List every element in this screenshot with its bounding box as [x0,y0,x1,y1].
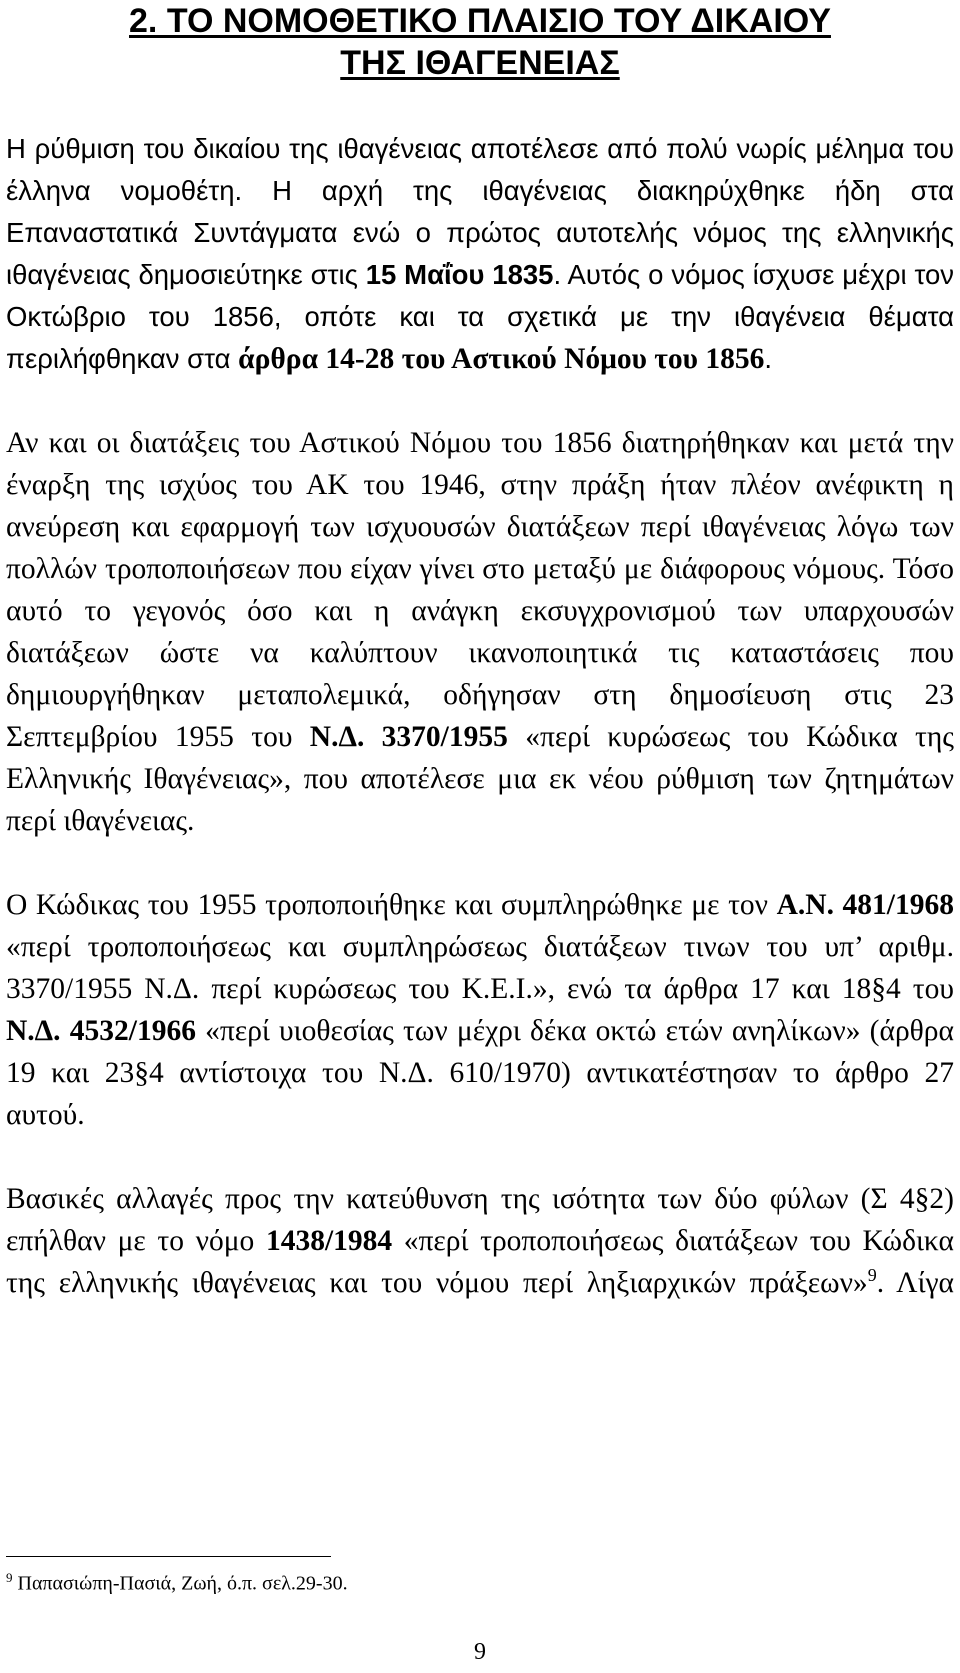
p3-text-c: «περί τροποποιήσεως και συμπληρώσεως διατάξεων τινων του υπ’ αριθμ. 3370/1955 Ν.Δ. περί κυρώσεως του Κ.Ε.Ι.», ενώ τα άρθρα 17 και 18§4 του [6,931,954,1005]
p4-text-c: «περί τροποποιήσεως διατάξεων του Κώδικα της ελληνικής ιθαγένειας και του νόμου περί ληξιαρχικών πράξεων» [6,1225,954,1299]
p1-bold-date: 15 Μαΐου 1835 [365,259,554,290]
p1-text-d: . [764,343,772,374]
heading-line-1: 2. ΤΟ ΝΟΜΟΘΕΤΙΚΟ ΠΛΑΙΣΙΟ ΤΟΥ ΔΙΚΑΙΟΥ [129,2,831,40]
p2-text-a: Αν και οι διατάξεις του Αστικού Νόμου του 1856 διατηρήθηκαν και μετά την έναρξη της ισχύος του ΑΚ του 1946, στην πράξη ήταν πλέον ανέφικτη η ανεύρεση και εφαρμογή των ισχυουσών διατάξεων περί ιθαγένειας λόγω των πολλών τροποποιήσεων που είχαν γίνει στο μεταξύ με διάφορους νόμους. Τόσο αυτό το γεγονός όσο και η ανάγκη εκσυγχρονισμού των υπαρχουσών διατάξεων ώστε να καλύπτουν ικανοποιητικά τις καταστάσεις που δημιουργήθηκαν μεταπολεμικά, οδήγησαν στη δημοσίευση στις 23 Σεπτεμβρίου 1955 του [6,427,954,753]
p4-text-d: . Λίγα [876,1267,954,1299]
paragraph-2 [6,422,954,842]
p3-bold-decree: Ν.Δ. 4532/1966 [6,1015,196,1047]
p1-bold-articles: άρθρα 14-28 του Αστικού Νόμου του 1856 [238,343,765,375]
page-number: 9 [474,1639,486,1665]
p4-text-a: Βασικές αλλαγές προς την κατεύθυνση της ισότητα των δύο φύλων (Σ 4§2) επήλθαν με το νόμο [6,1183,954,1257]
footnote-reference: 9 [867,1265,877,1286]
p2-bold-decree: Ν.Δ. 3370/1955 [309,721,508,753]
footnote-mark: 9 [6,1570,13,1585]
paragraph-3 [6,884,954,1136]
footnote-separator [6,1556,331,1557]
document-page [6,0,954,1673]
footnote-text: Παπασιώπη-Πασιά, Ζωή, ό.π. σελ.29-30. [12,1572,348,1595]
p3-bold-law: Α.Ν. 481/1968 [776,889,955,921]
paragraph-1 [6,128,954,380]
p4-bold-law: 1438/1984 [265,1225,393,1257]
p1-text-c: . Αυτός ο νόμος ίσχυσε μέχρι τον Οκτώβριο του 1856, οπότε και τα σχετικά με την ιθαγένεια θέματα περιλήφθηκαν στα [6,259,954,374]
p3-text-d: «περί υιοθεσίας των μέχρι δέκα οκτώ ετών ανηλίκων» (άρθρα 19 και 23§4 αντίστοιχα του Ν.Δ. 610/1970) αντικατέστησαν το άρθρο 27 αυτού. [6,1015,954,1131]
p1-text-a: Η ρύθμιση του δικαίου της ιθαγένειας αποτέλεσε από πολύ νωρίς μέλημα του έλληνα νομοθέτη. Η αρχή της ιθαγένειας διακηρύχθηκε ήδη στα Επαναστατικά Συντάγματα ενώ ο πρώτος αυτοτελής νόμος της ελληνικής ιθαγένειας δημοσιεύτηκε στις [6,133,954,290]
footnote [6,1565,348,1597]
p2-text-c: «περί κυρώσεως του Κώδικα της Ελληνικής Ιθαγένειας», που αποτέλεσε μια εκ νέου ρύθμιση των ζητημάτων περί ιθαγένειας. [6,721,954,837]
p3-text-a: Ο Κώδικας του 1955 τροποποιήθηκε και συμπληρώθηκε με τον [6,889,777,921]
section-heading [6,0,954,84]
paragraph-4 [6,1178,954,1304]
heading-line-2: ΤΗΣ ΙΘΑΓΕΝΕΙΑΣ [340,44,620,82]
